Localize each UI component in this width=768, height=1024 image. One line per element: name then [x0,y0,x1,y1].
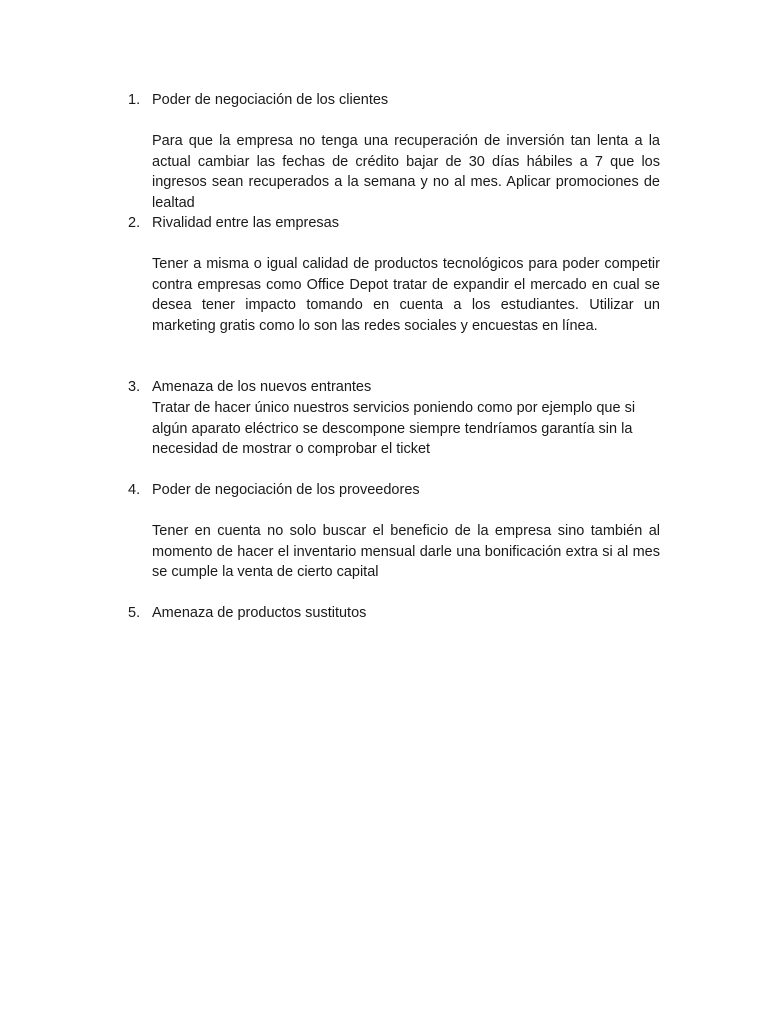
list-number: 2. [128,215,141,231]
list-number: 4. [128,482,141,498]
list-number: 1. [128,92,141,108]
list-heading: Poder de negociación de los clientes [152,92,389,108]
list-paragraph: Tratar de hacer único nuestros servicios poniendo como por ejemplo que si algún aparato eléctrico se descompone siempre tendríamos garantía sin la necesidad de mostrar o comprobar el ticket [152,400,636,458]
list-paragraph: Tener en cuenta no solo buscar el beneficio de la empresa sino también al momento de hacer el inventario mensual darle una bonificación extra si al mes se cumple la venta de cierto capital [152,523,660,581]
list-paragraph: Tener a misma o igual calidad de productos tecnológicos para poder competir contra empresas como Office Depot tratar de expandir el mercado en cual se desea tener impacto tomando en cuenta a los estudiantes. Utilizar un marketing gratis como lo son las redes sociales y encuestas en línea. [152,256,660,334]
list-heading: Amenaza de productos sustitutos [152,605,367,621]
list-number: 5. [128,605,141,621]
list-heading: Amenaza de los nuevos entrantes [152,379,372,395]
list-number: 3. [128,379,141,395]
list-heading: Poder de negociación de los proveedores [152,482,420,498]
list-heading: Rivalidad entre las empresas [152,215,339,231]
list-paragraph: Para que la empresa no tenga una recuperación de inversión tan lenta a la actual cambiar las fechas de crédito bajar de 30 días hábiles a 7 que los ingresos sean recuperados a la semana y no al mes. Aplicar promociones de lealtad [152,133,660,211]
